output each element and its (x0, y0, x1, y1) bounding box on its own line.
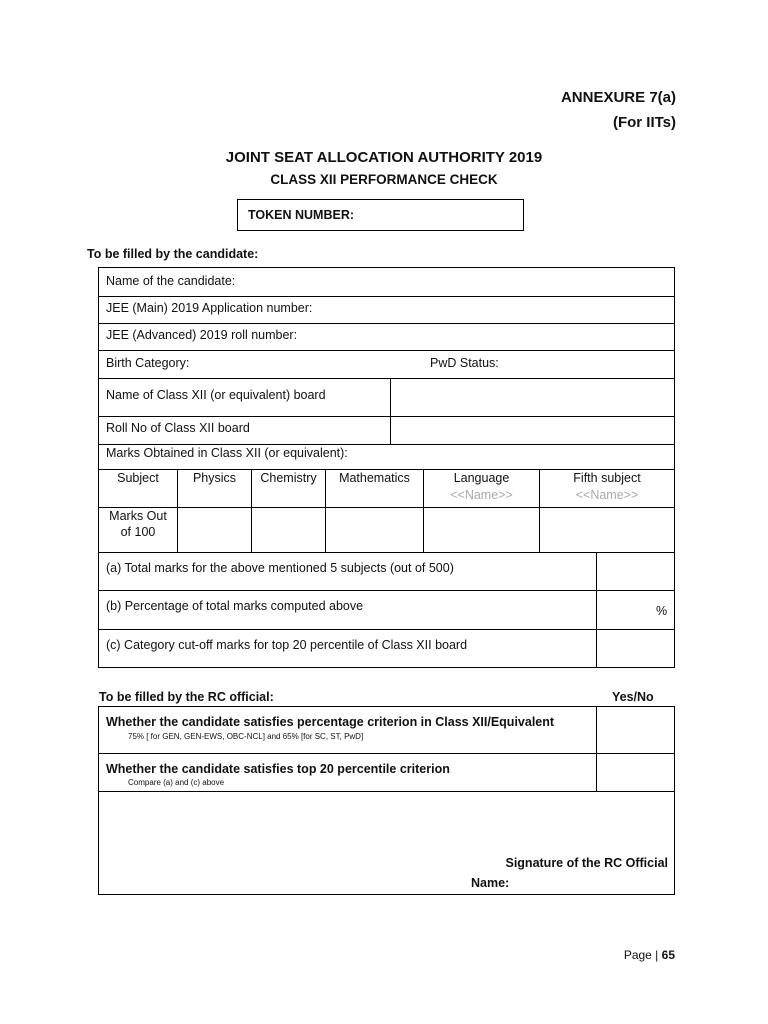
language-marks-cell[interactable] (424, 508, 539, 552)
page-number: 65 (661, 948, 675, 962)
jee-main-label: JEE (Main) 2019 Application number: (106, 301, 313, 315)
rc-name-label: Name: (471, 876, 510, 890)
page-footer (624, 948, 675, 962)
board-roll-label: Roll No of Class XII board (106, 421, 250, 435)
fifth-subject-marks-cell[interactable] (540, 508, 674, 552)
page-label: Page | (623, 948, 659, 962)
annexure-label: ANNEXURE 7(a) (560, 89, 676, 106)
fifth-subject-header: Fifth subject (573, 471, 641, 485)
token-number-box[interactable] (237, 199, 524, 231)
token-number-label: TOKEN NUMBER: (248, 208, 355, 222)
percent-sign: % (656, 604, 668, 618)
criterion2-note: Compare (a) and (c) above (128, 778, 225, 787)
chemistry-header: Chemistry (260, 471, 317, 485)
criterion1-label: Whether the candidate satisfies percentage criterion in Class XII/Equivalent (106, 715, 555, 729)
candidate-section-heading: To be filled by the candidate: (87, 247, 259, 261)
board-name-label: Name of Class XII (or equivalent) board (106, 388, 326, 402)
chemistry-marks-cell[interactable] (252, 508, 325, 552)
fifth-subject-placeholder: <<Name>> (575, 488, 639, 502)
cutoff-label: (c) Category cut-off marks for top 20 percentile of Class XII board (106, 638, 468, 652)
mathematics-marks-cell[interactable] (326, 508, 423, 552)
candidate-table (98, 267, 675, 668)
marks-out-label-line2: of 100 (120, 525, 156, 539)
language-header: Language (453, 471, 510, 485)
subject-header: Subject (117, 471, 159, 485)
total-marks-label: (a) Total marks for the above mentioned 5 subjects (out of 500) (106, 561, 454, 575)
for-iits-label: (For IITs) (612, 114, 676, 131)
language-placeholder: <<Name>> (450, 488, 513, 502)
marks-heading: Marks Obtained in Class XII (or equivalent): (106, 446, 348, 460)
birth-category-label: Birth Category: (106, 356, 190, 370)
physics-marks-cell[interactable] (178, 508, 251, 552)
marks-out-label-line1: Marks Out (109, 509, 167, 523)
criterion1-note: 75% [ for GEN, GEN-EWS, OBC-NCL] and 65% [for SC, ST, PwD] (128, 732, 364, 741)
physics-header: Physics (192, 471, 237, 485)
candidate-name-label: Name of the candidate: (106, 274, 236, 288)
mathematics-header: Mathematics (339, 471, 410, 485)
page-title: JOINT SEAT ALLOCATION AUTHORITY 2019 (225, 149, 543, 166)
percentage-label: (b) Percentage of total marks computed above (106, 599, 364, 613)
page-subtitle: CLASS XII PERFORMANCE CHECK (270, 172, 498, 187)
rc-table (98, 706, 675, 895)
rc-section-heading: To be filled by the RC official: (99, 690, 274, 704)
rc-signature-label: Signature of the RC Official (505, 856, 668, 870)
jee-advanced-label: JEE (Advanced) 2019 roll number: (106, 328, 298, 342)
criterion2-label: Whether the candidate satisfies top 20 percentile criterion (106, 762, 450, 776)
yes-no-header: Yes/No (612, 690, 654, 704)
pwd-status-label: PwD Status: (430, 356, 499, 370)
